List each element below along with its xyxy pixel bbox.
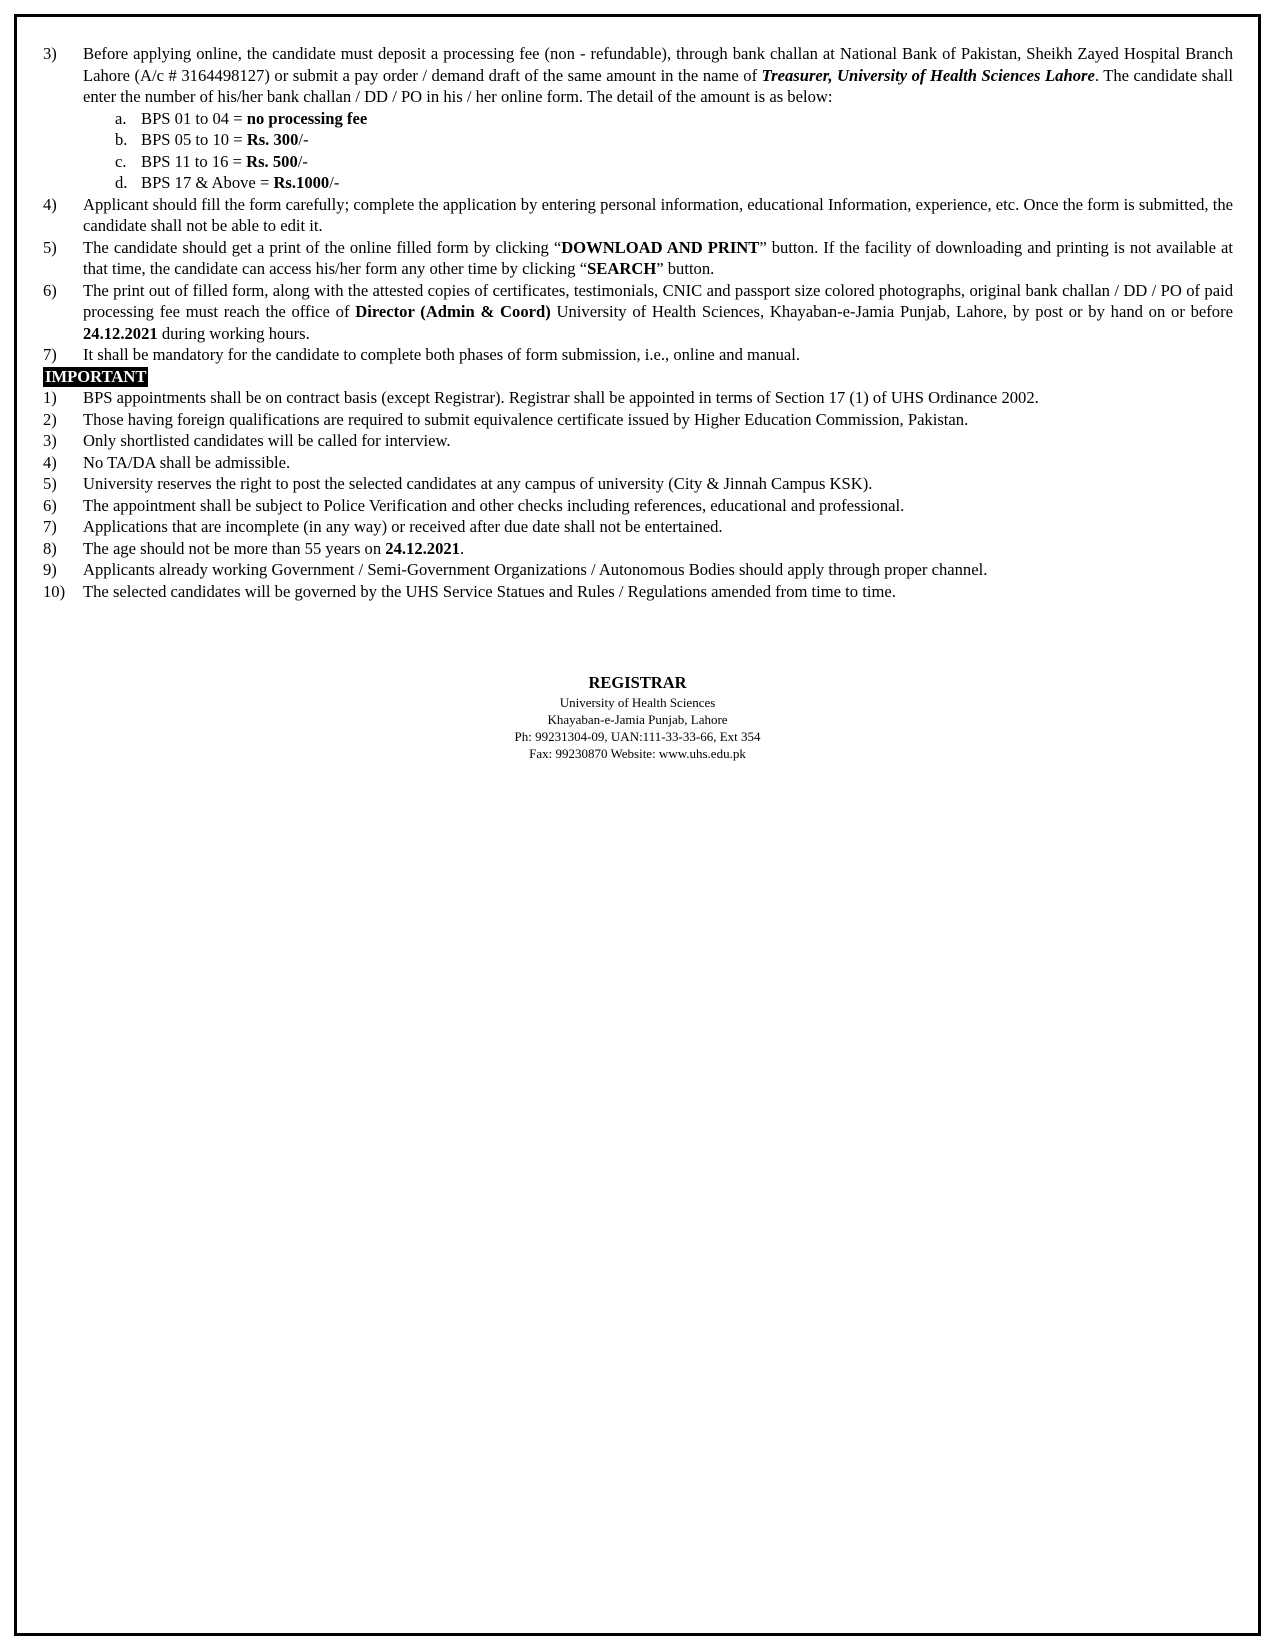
fee-text [141,129,309,151]
fee-amount: no processing fee [246,108,368,128]
fee-letter: a. [115,108,127,128]
fee-range: BPS 17 & Above = [141,173,274,192]
important-item [43,473,1233,495]
item-number: 7) [43,517,57,536]
fee-range: BPS 11 to 16 = [141,151,247,171]
fee-text [141,172,339,194]
item-number: 6) [43,495,57,515]
important-item [43,452,1233,474]
signature-org: University of Health Sciences [559,695,716,710]
item-text: The selected candidates will be governed by the UHS Service Statues and Rules / Regulations amended from time to time. [83,581,896,601]
item-text: Those having foreign qualifications are required to submit equivalence certificate issued by Higher Education Commission, Pakistan. [83,409,969,429]
signature-phone: Ph: 99231304-09, UAN:111-33-33-66, Ext 354 [514,729,761,744]
item-text: Applications that are incomplete (in any way) or received after due date shall not be entertained. [83,517,723,536]
item-text: University reserves the right to post the selected candidates at any campus of university (City & Jinnah Campus KSK). [83,474,873,493]
step-text [83,280,1233,345]
signature-title: REGISTRAR [588,673,687,692]
important-heading: IMPORTANT [45,366,147,386]
fee-amount: Rs. 300 [246,130,299,149]
step-number: 6) [43,280,57,300]
item-number: 8) [43,538,57,558]
item-number: 10) [43,581,66,601]
director-office: Director (Admin & Coord) [355,302,551,321]
item-text: Applicants already working Government / Semi-Government Organizations / Autonomous Bodies should apply through proper channel. [83,560,988,579]
item-text-part: . [459,538,465,558]
download-print-label: DOWNLOAD AND PRINT [561,237,760,257]
step-text-part: Before applying online, the candidate must deposit a processing fee (non - refundable), through bank challan at National Bank of Pakistan, Sheikh Zayed Hospital Branch Lahore (A/c # 3164498127) or submit a pay order / demand draft of the same amount in the name of [83,44,1233,85]
step-4 [43,194,1233,237]
treasurer-name: Treasurer, University of Health Sciences Lahore [761,65,1095,85]
step-number: 3) [43,44,57,63]
item-text: The appointment shall be subject to Police Verification and other checks including references, educational and professional. [83,495,905,515]
step-text-part: ” button. If the facility of downloading and printing is not available at that time, the candidate can access his/her form any other time by clicking “ [83,237,1233,278]
signature-address: Khayaban-e-Jamia Punjab, Lahore [547,712,728,727]
important-item [43,516,1233,538]
step-5 [43,237,1233,280]
signature-fax-website: Fax: 99230870 Website: www.uhs.edu.pk [529,746,746,761]
age-cutoff-date: 24.12.2021 [385,538,460,558]
search-label: SEARCH [587,259,657,278]
fee-text [141,108,367,130]
important-item [43,387,1233,409]
important-item [43,495,1233,517]
step-text-part: The print out of filled form, along with the attested copies of certificates, testimonials, CNIC and passport size colored photographs, original bank challan / DD / PO of paid processing fee must reach the office of [83,280,1233,321]
step-text: It shall be mandatory for the candidate to complete both phases of form submission, i.e., online and manual. [83,345,801,364]
fee-item-a [115,108,1233,130]
fee-letter: b. [115,130,128,149]
item-text: No TA/DA shall be admissible. [83,452,291,472]
important-item [43,538,1233,560]
step-text-part: University of Health Sciences, Khayaban-e-Jamia Punjab, Lahore, by post or by hand on or before [550,302,1233,321]
item-text: BPS appointments shall be on contract basis (except Registrar). Registrar shall be appointed in terms of Section 17 (1) of UHS Ordinance 2002. [83,388,1039,407]
item-number: 9) [43,560,57,579]
step-text-part: during working hours. [157,323,310,343]
fee-item-c [115,151,1233,173]
important-item [43,409,1233,431]
step-number: 7) [43,345,57,364]
step-6 [43,280,1233,345]
step-text-part: ” button. [656,259,715,278]
fee-item-b [115,129,1233,151]
fee-suffix: /- [298,130,309,149]
signature-block [0,672,1275,762]
step-number: 5) [43,237,57,257]
item-number: 3) [43,431,57,450]
fee-range: BPS 05 to 10 = [141,130,247,149]
fee-letter: d. [115,173,128,192]
fee-suffix: /- [329,173,340,192]
fee-amount: Rs.1000 [273,173,330,192]
step-text [83,237,1233,280]
important-item [43,559,1233,581]
important-heading-row [43,366,1233,388]
fee-text [141,151,308,173]
item-number: 1) [43,388,57,407]
important-item [43,581,1233,603]
step-3 [43,43,1233,108]
item-text [83,538,1233,560]
fee-letter: c. [115,151,127,171]
fee-suffix: /- [297,151,308,171]
step-7 [43,344,1233,366]
item-number: 5) [43,474,57,493]
fee-item-d [115,172,1233,194]
fee-amount: Rs. 500 [246,151,298,171]
item-number: 4) [43,452,57,472]
step-text-part: The candidate should get a print of the online filled form by clicking “ [83,237,562,257]
document-body [43,43,1233,602]
deadline-date: 24.12.2021 [83,323,158,343]
step-text: Applicant should fill the form carefully; complete the application by entering personal information, educational Information, experience, etc. Once the form is submitted, the candidate shall not be able to edit it. [83,194,1233,235]
item-text: Only shortlisted candidates will be called for interview. [83,431,451,450]
item-text-part: The age should not be more than 55 years on [83,538,386,558]
step-text-part: . The candidate shall enter the number of his/her bank challan / DD / PO in his / her online form. The detail of the amount is as below: [83,65,1233,106]
fee-range: BPS 01 to 04 = [141,108,247,128]
item-number: 2) [43,409,57,429]
step-number: 4) [43,194,57,214]
important-item [43,430,1233,452]
step-text [83,43,1233,108]
